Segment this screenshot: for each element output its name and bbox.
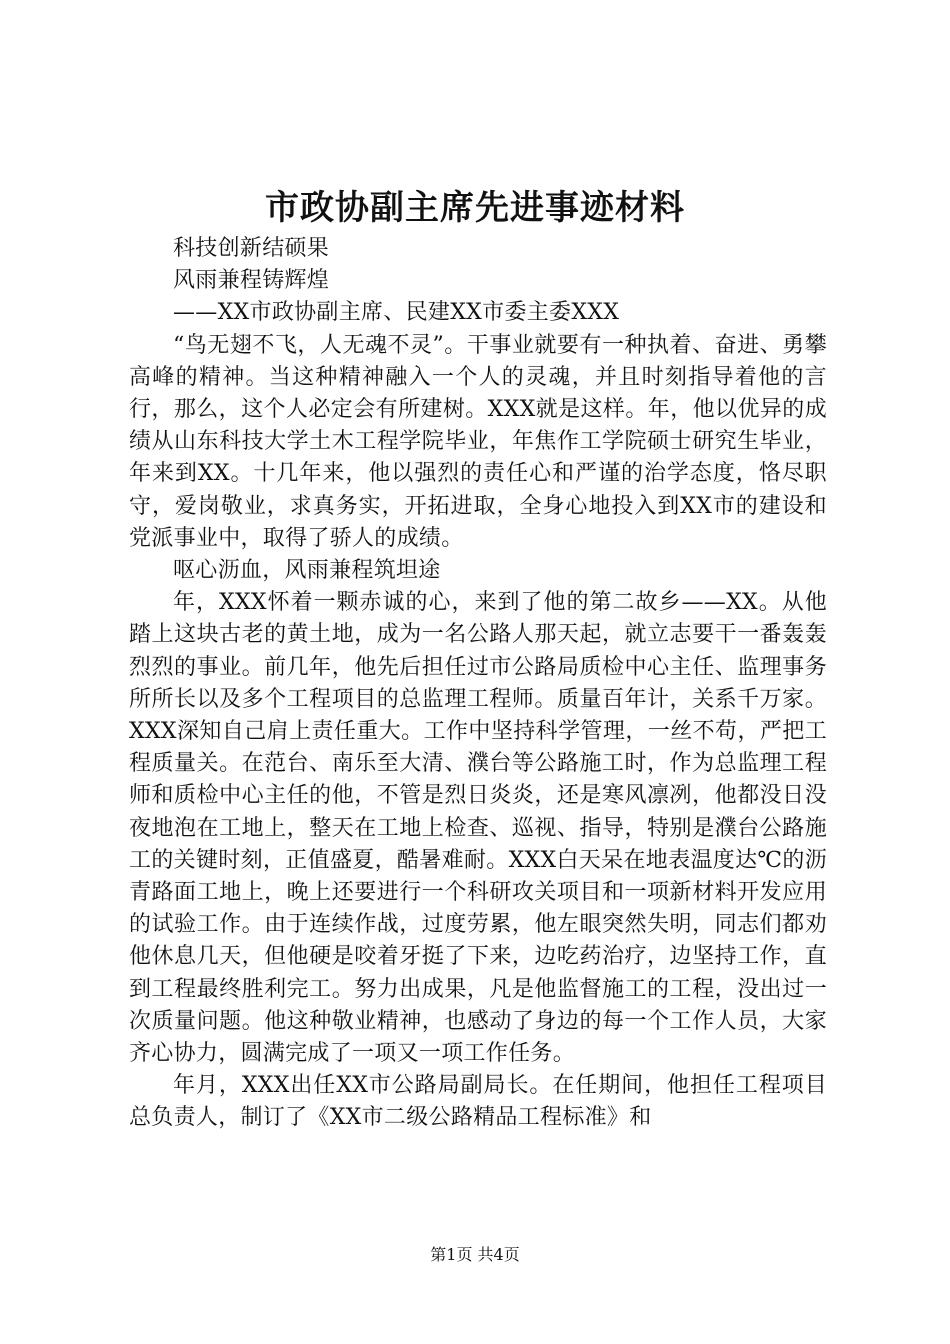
subtitle-line-2: 风雨兼程铸辉煌 [173,268,330,294]
byline: ——XX市政协副主席、民建XX市委主委XXX [173,300,620,326]
document-title: 市政协副主席先进事迹材料 [265,188,685,228]
subtitle-line-1: 科技创新结硕果 [173,236,330,261]
section-heading: 呕心沥血，风雨兼程筑坦途 [173,558,441,584]
paragraph-deputy-director: 年月，XXX出任XX市公路局副局长。在任期间，他担任工程项目总负责人，制订了《XX市二级公路精品工程标准》和 [129,1073,827,1131]
document-body [129,233,827,1135]
paragraph-intro: “鸟无翅不飞，人无魂不灵”。干事业就要有一种执着、奋进、勇攀高峰的精神。当这种精神融入一个人的灵魂，并且时刻指导着他的言行，那么，这个人必定会有所建树。XXX就是这样。年，他以优异的成绩从山东科技大学土木工程学院毕业，年焦作工学院硕士研究生毕业，年来到XX。十几年来，他以强烈的责任心和严谨的治学态度，恪尽职守，爱岗敬业，求真务实，开拓进取，全身心地投入到XX市的建设和党派事业中，取得了骄人的成绩。 [129,332,827,551]
paragraph-career: 年，XXX怀着一颗赤诚的心，来到了他的第二故乡——XX。从他踏上这块古老的黄土地，成为一名公路人那天起，就立志要干一番轰轰烈烈的事业。前几年，他先后担任过市公路局质检中心主任、监理事务所所长以及多个工程项目的总监理工程师。质量百年计，关系千万家。XXX深知自己肩上责任重大。工作中坚持科学管理，一丝不苟，严把工程质量关。在范台、南乐至大清、濮台等公路施工时，作为总监理工程师和质检中心主任的他，不管是烈日炎炎，还是寒风凛冽，他都没日没夜地泡在工地上，整天在工地上检查、巡视、指导，特别是濮台公路施工的关键时刻，正值盛夏，酷暑难耐。XXX白天呆在地表温度达℃的沥青路面工地上，晚上还要进行一个科研攻关项目和一项新材料开发应用的试验工作。由于连续作战，过度劳累，他左眼突然失明，同志们都劝他休息几天，但他硬是咬着牙挺了下来，边吃药治疗，边坚持工作，直到工程最终胜利完工。努力出成果，凡是他监督施工的工程，没出过一次质量问题。他这种敬业精神，也感动了身边的每一个工作人员，大家齐心协力，圆满完成了一项又一项工作任务。 [129,590,827,1067]
page-number: 第1页 共4页 [430,1245,520,1264]
